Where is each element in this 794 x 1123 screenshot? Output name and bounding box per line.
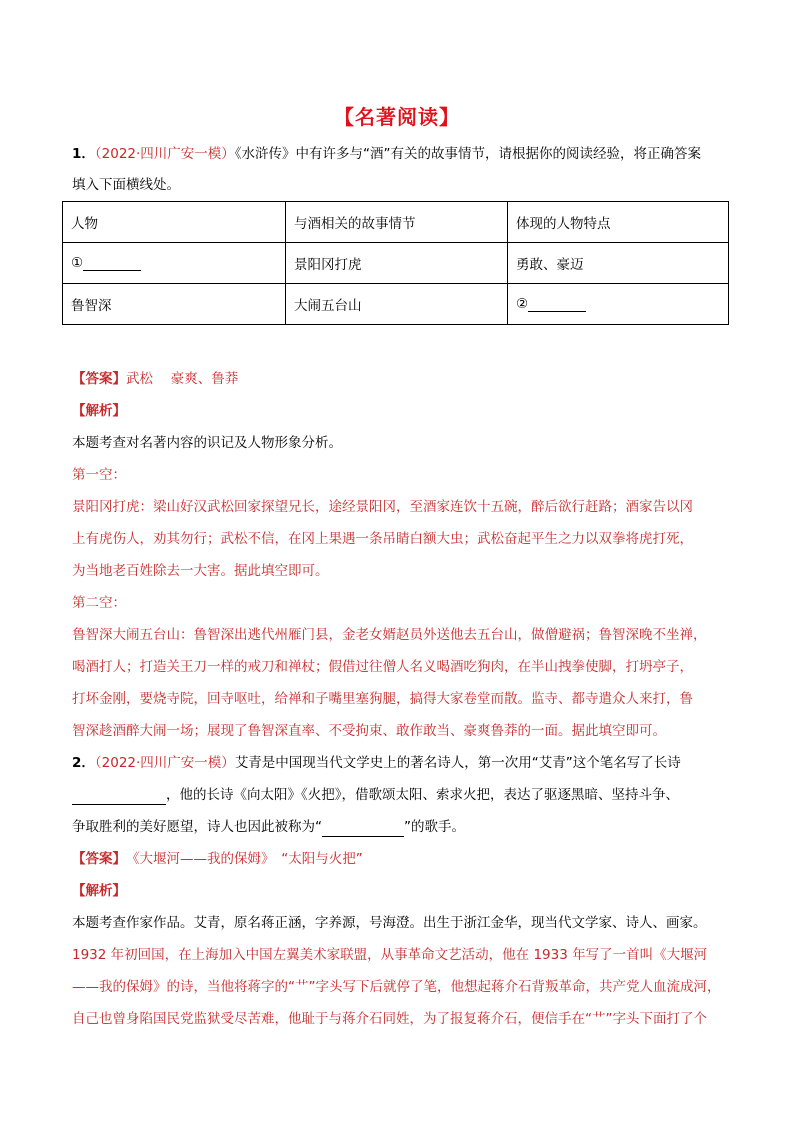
analysis-line: 本题考查作家作品。艾青，原名蒋正涵，字养源，号海澄。出生于浙江金华，现当代文学家、诗人、画家。 (72, 915, 707, 931)
analysis-line: 鲁智深大闹五台山：鲁智深出逃代州雁门县，金老女婿赵员外送他去五台山，做僧避祸；鲁智深晚不坐禅， (72, 627, 707, 643)
analysis-line: ——我的保姆》的诗，当他将蒋字的“艹”字头写下后就停了笔，他想起蒋介石背叛革命，共产党人血流成河， (72, 979, 721, 995)
analysis-line: 自己也曾身陷国民党监狱受尽苦难，他耻于与蒋介石同姓，为了报复蒋介石，便信手在“艹”字头下面打了个 (72, 1011, 707, 1027)
table-cell: 景阳冈打虎 (286, 243, 508, 284)
question-source: （2022·四川广安一模） (94, 755, 235, 771)
table-row (63, 243, 729, 284)
answer-text: 武松 豪爽、鲁莽 (126, 371, 239, 387)
analysis-line: 本题考查对名著内容的识记及人物形象分析。 (72, 435, 342, 451)
question-number: 2． (72, 755, 95, 771)
analysis-tag (72, 881, 732, 901)
analysis-tag (72, 401, 732, 421)
question-1-line-2: 填入下面横线处。 (72, 177, 180, 193)
question-2-line-2 (72, 785, 732, 805)
table-cell: 鲁智深 (63, 284, 286, 325)
blank-marker: ① (71, 255, 84, 271)
blank-marker: ② (516, 296, 529, 312)
analysis-label: 【解析】 (72, 883, 126, 899)
analysis-line: 第一空： (72, 467, 126, 483)
question-2-line-3 (72, 817, 732, 837)
analysis-line: 喝酒打人；打造关王刀一样的戒刀和禅杖；假借过往僧人名义喝酒吃狗肉，在半山拽拳使脚，打坍亭子， (72, 659, 693, 675)
question-source: （2022·四川广安一模） (94, 146, 235, 162)
table-cell (63, 243, 286, 284)
answer-table (62, 201, 729, 325)
question-text: 《水浒传》中有许多与“酒”有关的故事情节，请根据你的阅读经验，将正确答案 (234, 146, 702, 162)
question-text: ”的歌手。 (404, 819, 465, 835)
question-2-line-1 (72, 753, 732, 773)
analysis-line: 为当地老百姓除去一大害。据此填空即可。 (72, 563, 329, 579)
question-text: 争取胜利的美好愿望，诗人也因此被称为“ (72, 819, 322, 835)
analysis-line: 打坏金刚，要烧寺院，回寺呕吐，给禅和子嘴里塞狗腿，搞得大家卷堂而散。监寺、都寺遣众人来打，鲁 (72, 691, 693, 707)
fill-blank-2 (528, 297, 586, 312)
fill-blank-3 (72, 790, 166, 805)
analysis-line: 1932 年初回国，在上海加入中国左翼美术家联盟，从事革命文艺活动，他在 1933 年写了一首叫《大堰河 (72, 947, 708, 963)
table-header-cell: 体现的人物特点 (508, 202, 729, 243)
table-row (63, 284, 729, 325)
answer-line (72, 369, 732, 389)
question-text: 艾青是中国现当代文学史上的著名诗人，第一次用“艾青”这个笔名写了长诗 (234, 755, 681, 771)
answer-tag: 【答案】 (72, 371, 126, 387)
table-header-row (63, 202, 729, 243)
page-title: 【名著阅读】 (334, 105, 460, 129)
analysis-line: 第二空： (72, 595, 126, 611)
question-text: ，他的长诗《向太阳》《火把》，借歌颂太阳、索求火把，表达了驱逐黑暗、坚持斗争、 (166, 787, 679, 803)
table-header-cell: 与酒相关的故事情节 (286, 202, 508, 243)
analysis-line: 景阳冈打虎：梁山好汉武松回家探望兄长，途经景阳冈，至酒家连饮十五碗，醉后欲行赶路；酒家告以冈 (72, 499, 693, 515)
fill-blank-4 (322, 822, 404, 837)
answer-tag: 【答案】 (72, 851, 120, 867)
table-cell (508, 284, 729, 325)
question-number: 1． (72, 146, 95, 162)
table-cell: 大闹五台山 (286, 284, 508, 325)
table-cell: 勇敢、豪迈 (508, 243, 729, 284)
question-1-line-1 (72, 144, 732, 164)
answer-text: 《大堰河——我的保姆》 “太阳与火把” (119, 851, 363, 867)
table-header-cell: 人物 (63, 202, 286, 243)
analysis-line: 上有虎伤人，劝其勿行；武松不信，在冈上果遇一条吊睛白额大虫；武松奋起平生之力以双拳将虎打死， (72, 531, 693, 547)
answer-line (72, 849, 732, 869)
fill-blank-1 (83, 256, 141, 271)
analysis-label: 【解析】 (72, 403, 126, 419)
analysis-line: 智深趁酒醉大闹一场；展现了鲁智深直率、不受拘束、敢作敢当、豪爽鲁莽的一面。据此填空即可。 (72, 723, 666, 739)
